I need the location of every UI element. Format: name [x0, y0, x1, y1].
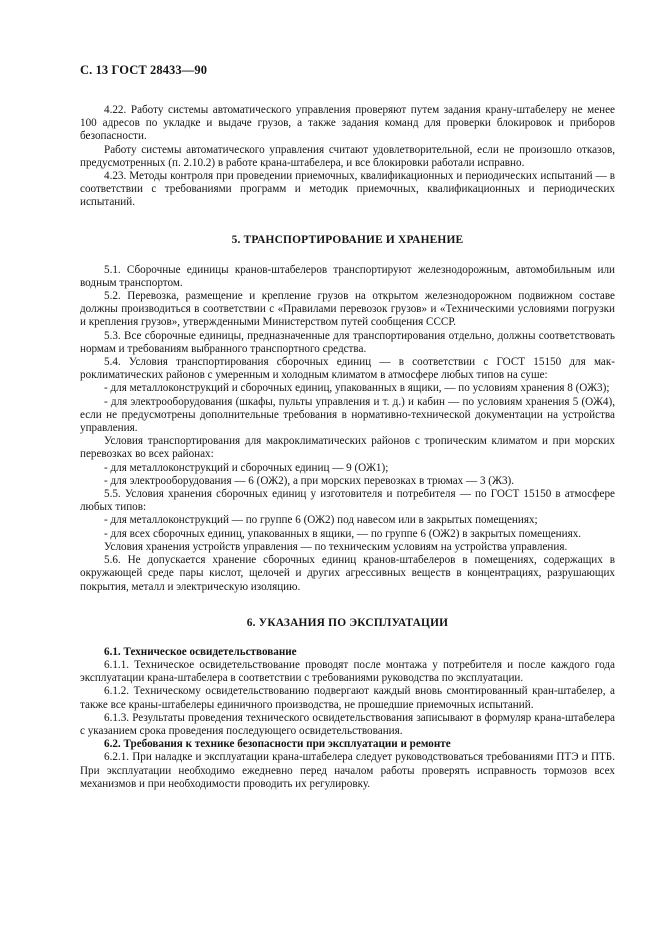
paragraph-4-23: 4.23. Методы контроля при проведении приемочных, квалификационных и периодических испытаний — в соответствии с требованиями программ и методик приемочных, квалификационных и периодических испытаний. — [80, 170, 615, 209]
paragraph-6-1-1: 6.1.1. Техническое освидетельствование проводят после монтажа у потребителя и после каждого года эксплуатации крана-штабелера в соответствии с требованиями руководства по эксплуатации. — [80, 658, 615, 685]
page-header: С. 13 ГОСТ 28433—90 — [80, 63, 208, 77]
paragraph-5-5-b: - для всех сборочных единиц, упакованных в ящики, — по группе 6 (ОЖ2) в закрытых помещениях. — [104, 527, 582, 540]
paragraph-6-2-1: 6.2.1. При наладке и эксплуатации крана-штабелера следует руководствоваться требованиями ПТЭ и ПТБ. При эксплуатации необходимо ежедневно перед началом работы проверять исправность тормозов всех механизмов и при необходимости проводить их регулировку. — [80, 751, 615, 790]
paragraph-5-5-c: Условия хранения устройств управления — по техническим условиям на устройства управления. — [104, 540, 568, 553]
paragraph-5-4-c: Условия транспортирования для макроклиматических районов с тропическим климатом и при морских перевозках во всех районах: — [80, 435, 615, 461]
paragraph-4-22: 4.22. Работу системы автоматического управления проверяют путем задания крану-штабелеру не менее 100 адресов по укладке и выдаче грузов, а также задания команд для проверки блокировок и приборов безопасности. — [80, 104, 615, 143]
subsection-6-2-title: 6.2. Требования к технике безопасности при эксплуатации и ремонте — [104, 738, 451, 751]
paragraph-5-4-b: - для электрооборудования (шкафы, пульты управления и т. д.) и кабин — по условиям хранения 5 (ОЖ4), если не предусмотрены дополнительные требования в нормативно-технической документации на устройства управления. — [80, 395, 615, 435]
document-page — [80, 62, 615, 791]
paragraph-5-4-a: - для металлоконструкций и сборочных единиц, упакованных в ящики, — по условиям хранения 8 (ОЖ3); — [104, 382, 610, 395]
paragraph-5-2: 5.2. Перевозка, размещение и крепление грузов на открытом железнодорожном подвижном составе должны производиться в соответствии с «Правилами перевозок грузов» и «Техническими условиями погрузки и крепления грузов», утвержденными Министерством путей сообщения СССР. — [80, 290, 615, 329]
section-5 — [80, 233, 615, 594]
paragraph-5-3: 5.3. Все сборочные единицы, предназначенные для транспортирования отдельно, должны соответствовать нормам и требованиям выбранного транспортного средства. — [80, 329, 615, 355]
paragraph-5-5-a: - для металлоконструкций — по группе 6 (ОЖ2) под навесом или в закрытых помещениях; — [104, 514, 538, 527]
paragraph-5-1: 5.1. Сборочные единицы кранов-штабелеров транспортируют железнодорожным, автомобильным или водным транспортом. — [80, 263, 615, 289]
paragraph-6-1-2: 6.1.2. Техническому освидетельствованию подвергают каждый вновь смонтированный кран-штабелер, а также все краны-штабелеры единичного производства, не прошедшие приемочных испытаний. — [80, 685, 615, 711]
paragraph-4-22-b: Работу системы автоматического управления считают удовлетворительной, если не произошло отказов, предусмотренных (п. 2.10.2) в работе крана-штабелера, и все блокировки работали исправно. — [80, 143, 615, 169]
paragraph-5-4-e: - для электрооборудования — 6 (ОЖ2), а при морских перевозках в трюмах — 3 (Ж3). — [104, 474, 515, 487]
paragraph-5-5: 5.5. Условия хранения сборочных единиц у изготовителя и потребителя — по ГОСТ 15150 в атмосфере любых типов: — [80, 488, 615, 514]
paragraph-6-1-3: 6.1.3. Результаты проведения технического освидетельствования записывают в формуляр крана-штабелера с указанием срока проведения последующего освидетельствования. — [80, 711, 615, 737]
paragraph-5-6: 5.6. Не допускается хранение сборочных единиц кранов-штабелеров в помещениях, содержащих в окружающей среде пары кислот, щелочей и других агрессивных веществ в концентрациях, разрушающих покрытия, металл и электрическую изоляцию. — [80, 554, 615, 593]
section-4-continuation — [80, 104, 615, 210]
subsection-6-1-title: 6.1. Техническое освидетельствование — [104, 645, 297, 658]
section-6-title: 6. УКАЗАНИЯ ПО ЭКСПЛУАТАЦИИ — [246, 616, 449, 629]
paragraph-5-4: 5.4. Условия транспортирования сборочных единиц — в соответствии с ГОСТ 15150 для макроклиматических районов с умеренным и холодным климатом в атмосфере любых типов на суше: — [80, 356, 615, 382]
paragraph-5-4-d: - для металлоконструкций и сборочных единиц — 9 (ОЖ1); — [104, 461, 389, 474]
section-6 — [80, 616, 615, 791]
section-5-title: 5. ТРАНСПОРТИРОВАНИЕ И ХРАНЕНИЕ — [231, 233, 464, 246]
